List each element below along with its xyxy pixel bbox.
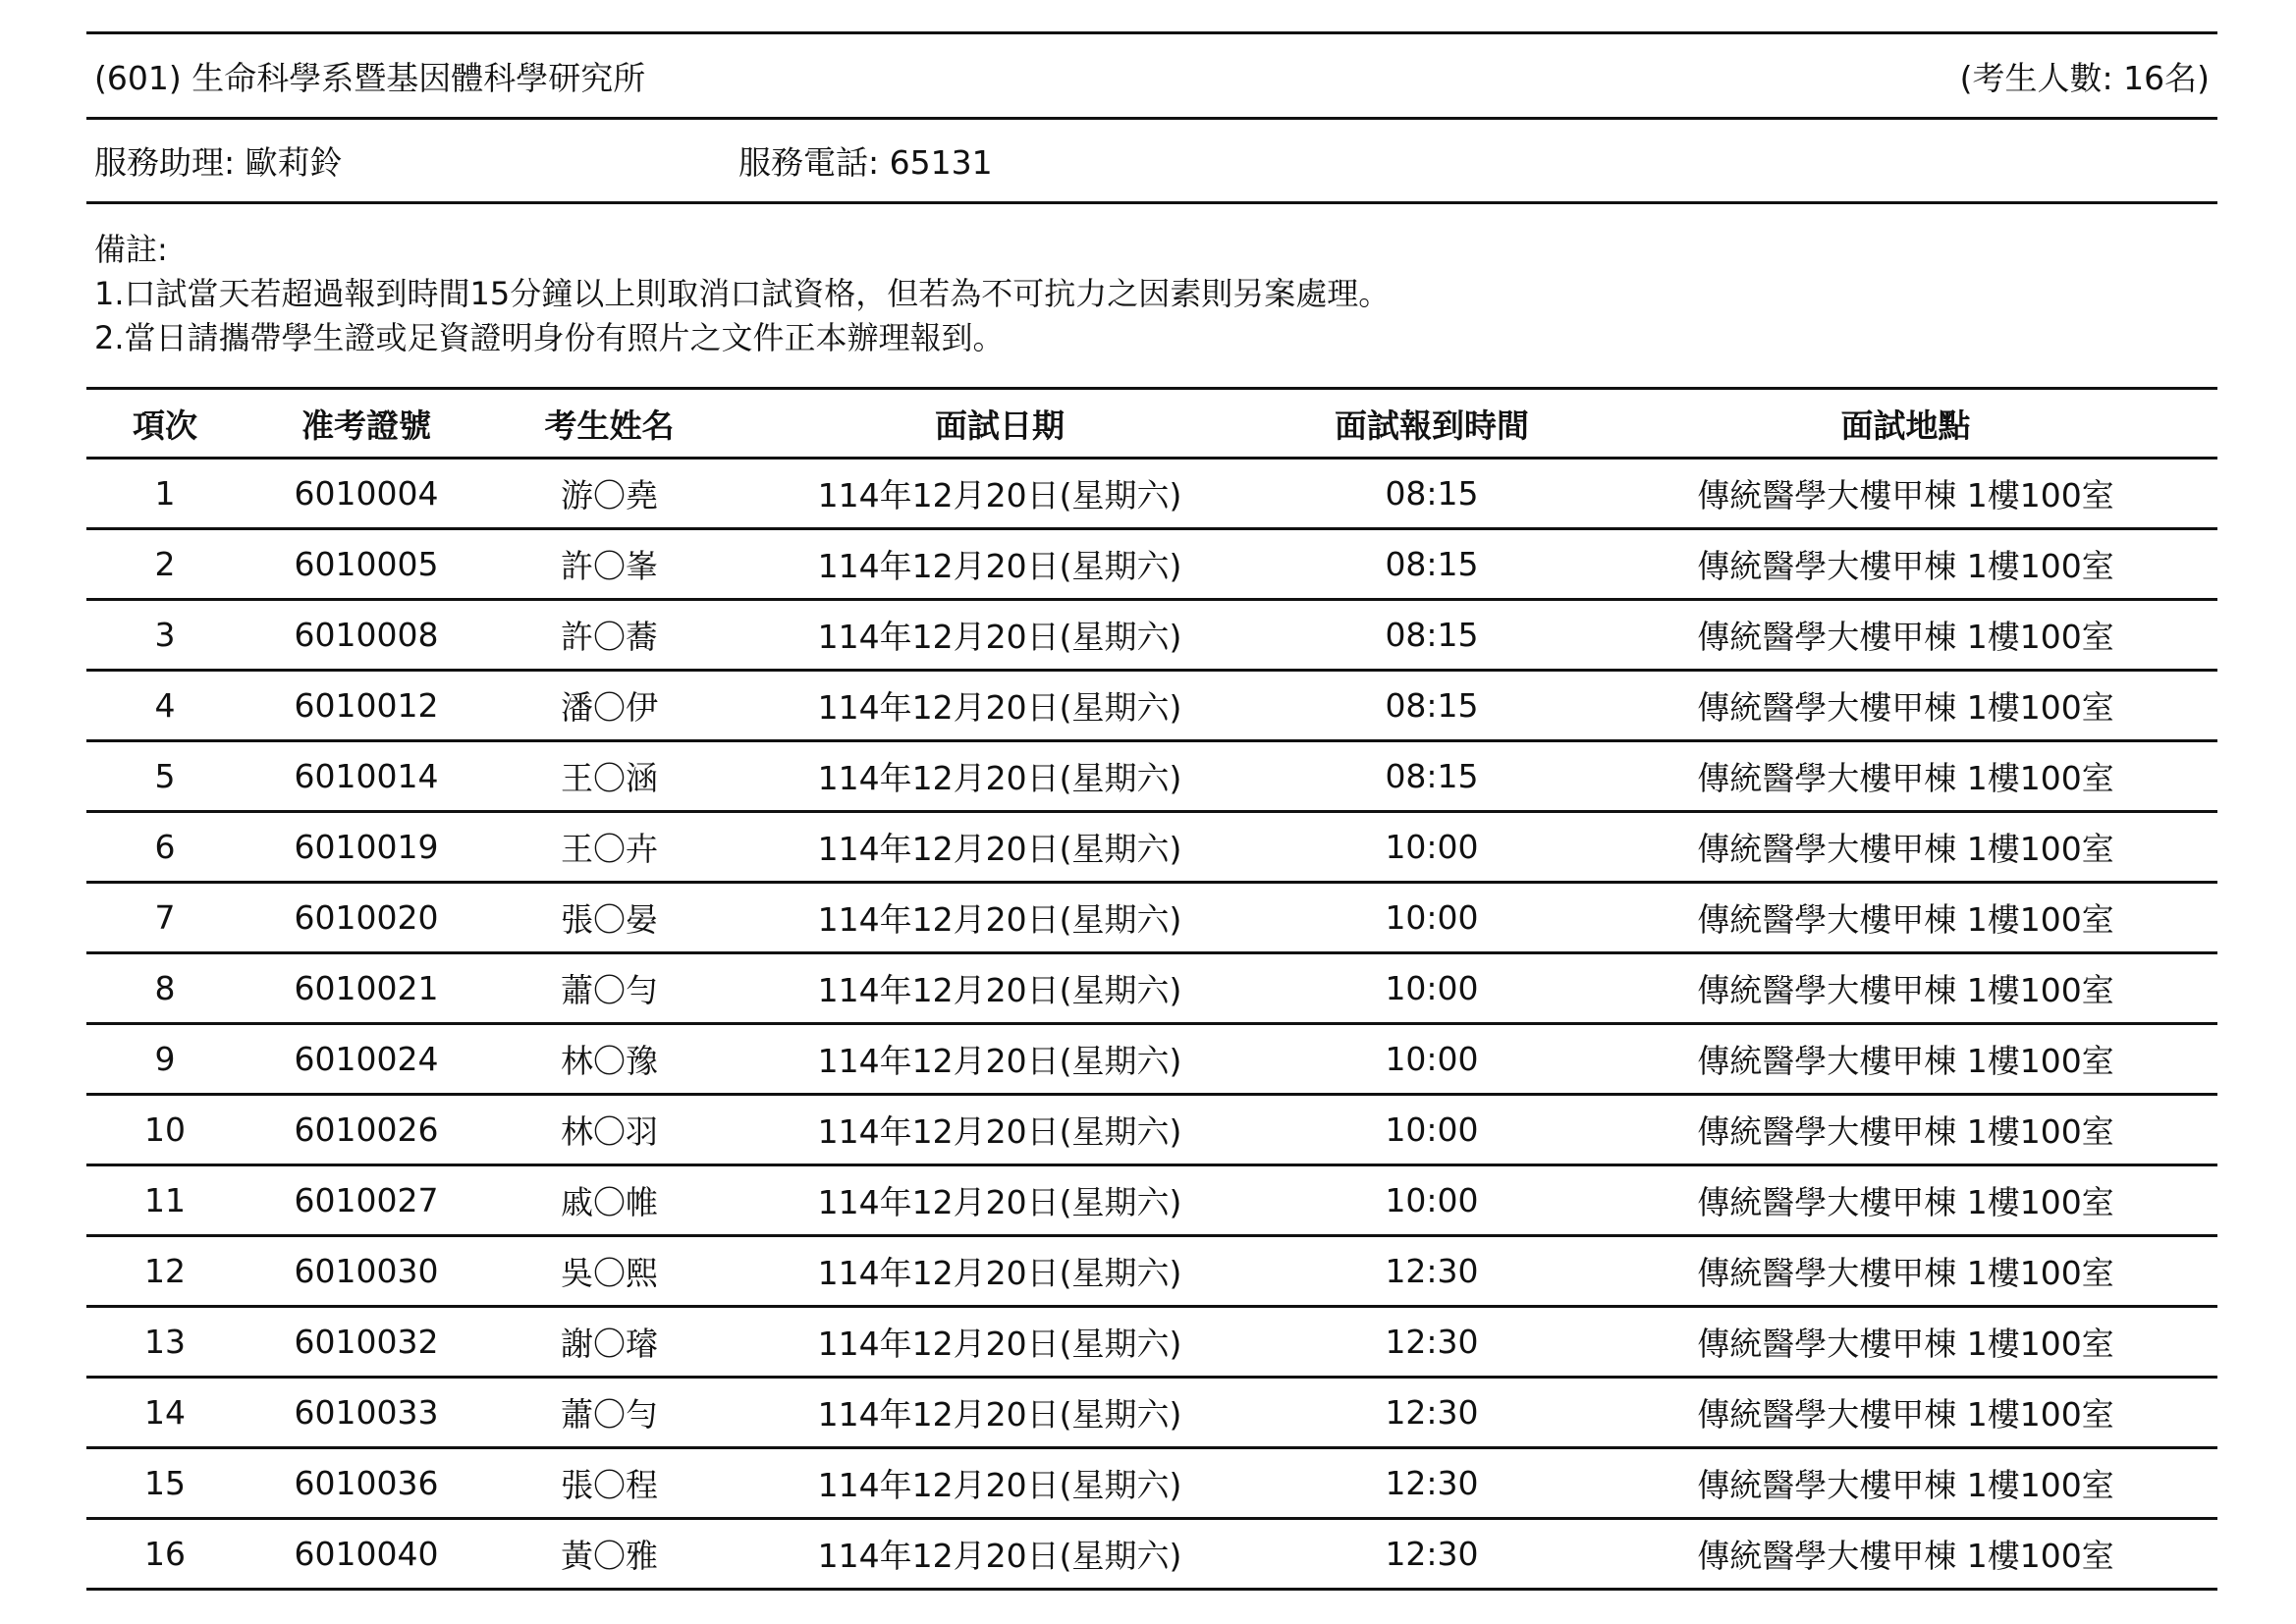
interview-location-cell: 傳統醫學大樓甲棟 1樓100室 bbox=[1594, 1165, 2217, 1236]
check-in-time-cell: 10:00 bbox=[1270, 1024, 1594, 1095]
document-page bbox=[86, 31, 2217, 1591]
interview-location-cell: 傳統醫學大樓甲棟 1樓100室 bbox=[1594, 671, 2217, 741]
contact-info bbox=[86, 120, 2217, 201]
candidate-name-cell: 蕭〇勻 bbox=[489, 1378, 730, 1448]
table-row bbox=[86, 671, 2217, 741]
check-in-time-cell: 12:30 bbox=[1270, 1307, 1594, 1378]
item-number-cell: 13 bbox=[86, 1307, 244, 1378]
candidate-name-cell: 林〇羽 bbox=[489, 1095, 730, 1165]
table-header-row bbox=[86, 389, 2217, 459]
table-row bbox=[86, 1165, 2217, 1236]
table-row bbox=[86, 812, 2217, 883]
table-row bbox=[86, 953, 2217, 1024]
interview-location-cell: 傳統醫學大樓甲棟 1樓100室 bbox=[1594, 883, 2217, 953]
interview-date-cell: 114年12月20日(星期六) bbox=[730, 1448, 1270, 1519]
notes-title: 備註: bbox=[94, 231, 168, 268]
column-header: 項次 bbox=[86, 389, 244, 459]
check-in-time-cell: 08:15 bbox=[1270, 671, 1594, 741]
item-number-cell: 8 bbox=[86, 953, 244, 1024]
admission-number-cell: 6010036 bbox=[244, 1448, 489, 1519]
admission-number-cell: 6010014 bbox=[244, 741, 489, 812]
check-in-time-cell: 10:00 bbox=[1270, 883, 1594, 953]
interview-location-cell: 傳統醫學大樓甲棟 1樓100室 bbox=[1594, 1307, 2217, 1378]
candidate-name-cell: 張〇晏 bbox=[489, 883, 730, 953]
interview-schedule-table bbox=[86, 387, 2217, 1591]
item-number-cell: 3 bbox=[86, 600, 244, 671]
check-in-time-cell: 08:15 bbox=[1270, 600, 1594, 671]
interview-date-cell: 114年12月20日(星期六) bbox=[730, 741, 1270, 812]
check-in-time-cell: 10:00 bbox=[1270, 812, 1594, 883]
interview-date-cell: 114年12月20日(星期六) bbox=[730, 812, 1270, 883]
admission-number-cell: 6010040 bbox=[244, 1519, 489, 1590]
check-in-time-cell: 08:15 bbox=[1270, 459, 1594, 529]
interview-date-cell: 114年12月20日(星期六) bbox=[730, 1024, 1270, 1095]
service-assistant: 服務助理: 歐莉鈴 bbox=[94, 143, 343, 182]
item-number-cell: 11 bbox=[86, 1165, 244, 1236]
interview-date-cell: 114年12月20日(星期六) bbox=[730, 883, 1270, 953]
check-in-time-cell: 10:00 bbox=[1270, 1095, 1594, 1165]
candidate-name-cell: 吳〇熙 bbox=[489, 1236, 730, 1307]
table-row bbox=[86, 1024, 2217, 1095]
table-row bbox=[86, 741, 2217, 812]
table-row bbox=[86, 1307, 2217, 1378]
item-number-cell: 7 bbox=[86, 883, 244, 953]
notes-section bbox=[86, 204, 2217, 387]
item-number-cell: 1 bbox=[86, 459, 244, 529]
candidate-name-cell: 王〇卉 bbox=[489, 812, 730, 883]
interview-date-cell: 114年12月20日(星期六) bbox=[730, 953, 1270, 1024]
interview-location-cell: 傳統醫學大樓甲棟 1樓100室 bbox=[1594, 741, 2217, 812]
interview-location-cell: 傳統醫學大樓甲棟 1樓100室 bbox=[1594, 1024, 2217, 1095]
admission-number-cell: 6010012 bbox=[244, 671, 489, 741]
admission-number-cell: 6010005 bbox=[244, 529, 489, 600]
candidate-name-cell: 林〇豫 bbox=[489, 1024, 730, 1095]
interview-location-cell: 傳統醫學大樓甲棟 1樓100室 bbox=[1594, 1095, 2217, 1165]
check-in-time-cell: 12:30 bbox=[1270, 1378, 1594, 1448]
interview-date-cell: 114年12月20日(星期六) bbox=[730, 1236, 1270, 1307]
item-number-cell: 5 bbox=[86, 741, 244, 812]
check-in-time-cell: 12:30 bbox=[1270, 1519, 1594, 1590]
interview-location-cell: 傳統醫學大樓甲棟 1樓100室 bbox=[1594, 953, 2217, 1024]
interview-date-cell: 114年12月20日(星期六) bbox=[730, 600, 1270, 671]
candidate-count: (考生人數: 16名) bbox=[1959, 58, 2210, 97]
interview-location-cell: 傳統醫學大樓甲棟 1樓100室 bbox=[1594, 812, 2217, 883]
admission-number-cell: 6010024 bbox=[244, 1024, 489, 1095]
admission-number-cell: 6010008 bbox=[244, 600, 489, 671]
candidate-name-cell: 謝〇璿 bbox=[489, 1307, 730, 1378]
check-in-time-cell: 08:15 bbox=[1270, 529, 1594, 600]
item-number-cell: 16 bbox=[86, 1519, 244, 1590]
table-row bbox=[86, 1519, 2217, 1590]
table-row bbox=[86, 459, 2217, 529]
check-in-time-cell: 10:00 bbox=[1270, 1165, 1594, 1236]
interview-date-cell: 114年12月20日(星期六) bbox=[730, 529, 1270, 600]
service-phone: 服務電話: 65131 bbox=[738, 143, 993, 182]
admission-number-cell: 6010033 bbox=[244, 1378, 489, 1448]
department-name: (601) 生命科學系暨基因體科學研究所 bbox=[94, 58, 646, 97]
notes-line: 2.當日請攜帶學生證或足資證明身份有照片之文件正本辦理報到。 bbox=[94, 319, 1005, 356]
candidate-name-cell: 游〇堯 bbox=[489, 459, 730, 529]
candidate-name-cell: 張〇程 bbox=[489, 1448, 730, 1519]
department-header bbox=[86, 34, 2217, 117]
table-row bbox=[86, 1095, 2217, 1165]
item-number-cell: 14 bbox=[86, 1378, 244, 1448]
candidate-name-cell: 許〇峯 bbox=[489, 529, 730, 600]
item-number-cell: 6 bbox=[86, 812, 244, 883]
item-number-cell: 2 bbox=[86, 529, 244, 600]
table-row bbox=[86, 529, 2217, 600]
interview-date-cell: 114年12月20日(星期六) bbox=[730, 1378, 1270, 1448]
interview-location-cell: 傳統醫學大樓甲棟 1樓100室 bbox=[1594, 529, 2217, 600]
table-body bbox=[86, 459, 2217, 1590]
check-in-time-cell: 12:30 bbox=[1270, 1448, 1594, 1519]
item-number-cell: 15 bbox=[86, 1448, 244, 1519]
item-number-cell: 10 bbox=[86, 1095, 244, 1165]
table-row bbox=[86, 1448, 2217, 1519]
interview-location-cell: 傳統醫學大樓甲棟 1樓100室 bbox=[1594, 1236, 2217, 1307]
table-row bbox=[86, 600, 2217, 671]
candidate-name-cell: 黃〇雅 bbox=[489, 1519, 730, 1590]
admission-number-cell: 6010030 bbox=[244, 1236, 489, 1307]
column-header: 面試報到時間 bbox=[1270, 389, 1594, 459]
admission-number-cell: 6010027 bbox=[244, 1165, 489, 1236]
table-row bbox=[86, 883, 2217, 953]
candidate-name-cell: 蕭〇勻 bbox=[489, 953, 730, 1024]
column-header: 面試日期 bbox=[730, 389, 1270, 459]
candidate-name-cell: 王〇涵 bbox=[489, 741, 730, 812]
column-header: 面試地點 bbox=[1594, 389, 2217, 459]
admission-number-cell: 6010020 bbox=[244, 883, 489, 953]
interview-location-cell: 傳統醫學大樓甲棟 1樓100室 bbox=[1594, 1378, 2217, 1448]
notes-line: 1.口試當天若超過報到時間15分鐘以上則取消口試資格，但若為不可抗力之因素則另案處理。 bbox=[94, 275, 1391, 312]
column-header: 准考證號 bbox=[244, 389, 489, 459]
check-in-time-cell: 10:00 bbox=[1270, 953, 1594, 1024]
admission-number-cell: 6010004 bbox=[244, 459, 489, 529]
interview-date-cell: 114年12月20日(星期六) bbox=[730, 1307, 1270, 1378]
column-header: 考生姓名 bbox=[489, 389, 730, 459]
candidate-name-cell: 戚〇帷 bbox=[489, 1165, 730, 1236]
admission-number-cell: 6010021 bbox=[244, 953, 489, 1024]
table-row bbox=[86, 1236, 2217, 1307]
interview-date-cell: 114年12月20日(星期六) bbox=[730, 1165, 1270, 1236]
item-number-cell: 9 bbox=[86, 1024, 244, 1095]
admission-number-cell: 6010026 bbox=[244, 1095, 489, 1165]
table-row bbox=[86, 1378, 2217, 1448]
interview-location-cell: 傳統醫學大樓甲棟 1樓100室 bbox=[1594, 1448, 2217, 1519]
admission-number-cell: 6010032 bbox=[244, 1307, 489, 1378]
item-number-cell: 4 bbox=[86, 671, 244, 741]
interview-date-cell: 114年12月20日(星期六) bbox=[730, 1095, 1270, 1165]
admission-number-cell: 6010019 bbox=[244, 812, 489, 883]
candidate-name-cell: 許〇蕎 bbox=[489, 600, 730, 671]
interview-date-cell: 114年12月20日(星期六) bbox=[730, 671, 1270, 741]
interview-location-cell: 傳統醫學大樓甲棟 1樓100室 bbox=[1594, 1519, 2217, 1590]
item-number-cell: 12 bbox=[86, 1236, 244, 1307]
interview-date-cell: 114年12月20日(星期六) bbox=[730, 1519, 1270, 1590]
interview-location-cell: 傳統醫學大樓甲棟 1樓100室 bbox=[1594, 600, 2217, 671]
interview-date-cell: 114年12月20日(星期六) bbox=[730, 459, 1270, 529]
interview-location-cell: 傳統醫學大樓甲棟 1樓100室 bbox=[1594, 459, 2217, 529]
candidate-name-cell: 潘〇伊 bbox=[489, 671, 730, 741]
check-in-time-cell: 12:30 bbox=[1270, 1236, 1594, 1307]
check-in-time-cell: 08:15 bbox=[1270, 741, 1594, 812]
